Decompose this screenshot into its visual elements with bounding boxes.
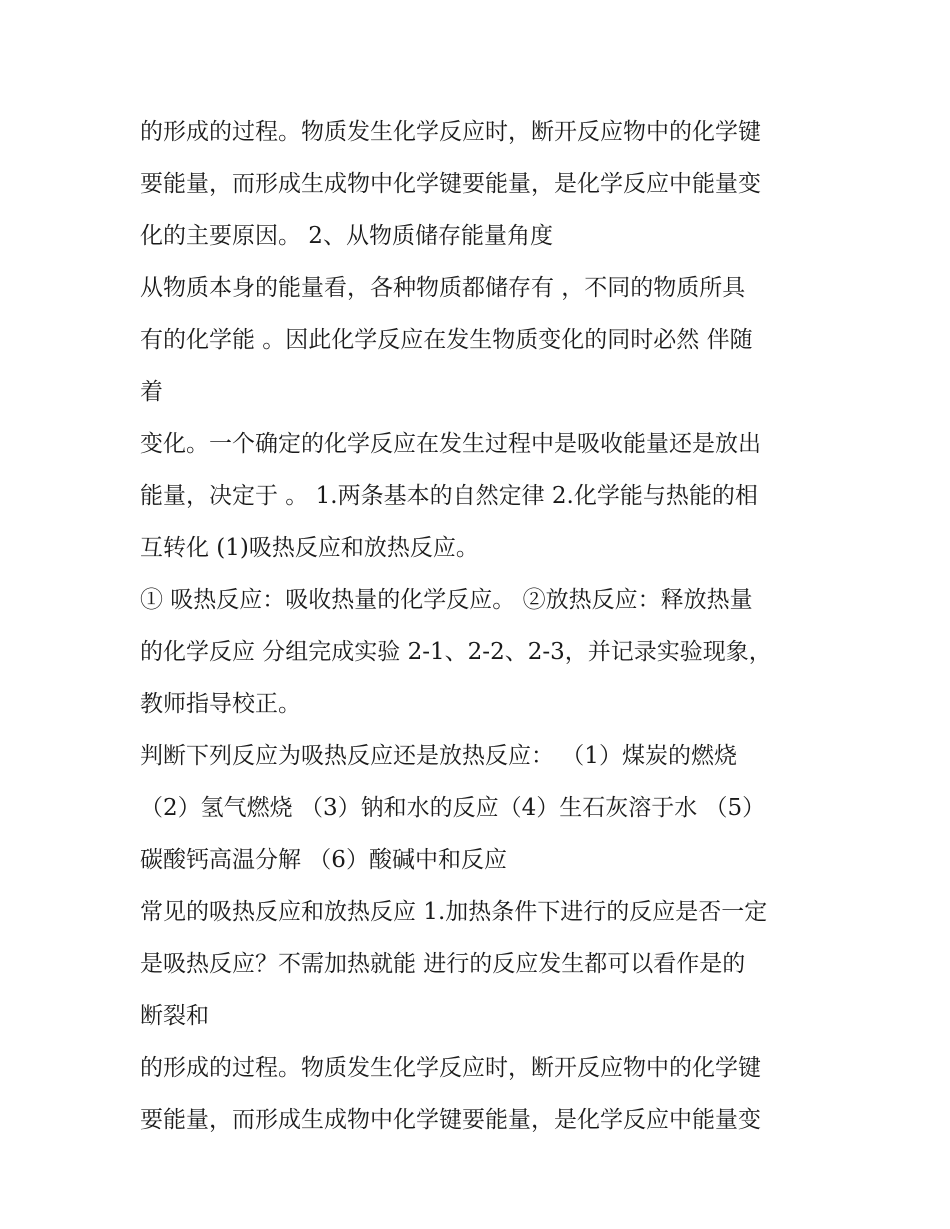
- text-line: 是吸热反应？不需加热就能 进行的反应发生都可以看作是的: [140, 951, 746, 977]
- text-line: 断裂和: [140, 1003, 209, 1029]
- text-line: （2）氢气燃烧 （3）钠和水的反应（4）生石灰溶于水 （5）: [140, 795, 766, 821]
- text-line: 能量，决定于 。 1.两条基本的自然定律 2.化学能与热能的相: [140, 483, 758, 509]
- text-line: 从物质本身的能量看，各种物质都储存有 ，不同的物质所具: [140, 275, 746, 301]
- text-line: 的形成的过程。物质发生化学反应时，断开反应物中的化学键: [140, 119, 761, 145]
- text-line: 的化学反应 分组完成实验 2-1、2-2、2-3，并记录实验现象，: [140, 639, 772, 665]
- text-line: 有的化学能 。因此化学反应在发生物质变化的同时必然 伴随: [140, 327, 753, 353]
- text-line: 判断下列反应为吸热反应还是放热反应： （1）煤炭的燃烧: [140, 743, 737, 769]
- text-line: 碳酸钙高温分解 （6）酸碱中和反应: [140, 847, 507, 873]
- text-line: 变化。一个确定的化学反应在发生过程中是吸收能量还是放出: [140, 431, 761, 457]
- text-line: 的形成的过程。物质发生化学反应时，断开反应物中的化学键: [140, 1055, 761, 1081]
- text-line: 要能量，而形成生成物中化学键要能量，是化学反应中能量变: [140, 1107, 761, 1133]
- text-line: 要能量，而形成生成物中化学键要能量，是化学反应中能量变: [140, 171, 761, 197]
- document-body: [140, 106, 830, 1146]
- text-line: 着: [140, 379, 163, 405]
- text-line: 互转化 (1)吸热反应和放热反应。: [140, 535, 479, 561]
- text-line: ① 吸热反应：吸收热量的化学反应。 ②放热反应：释放热量: [140, 587, 753, 613]
- text-line: 化的主要原因。 2、从物质储存能量角度: [140, 223, 553, 249]
- text-line: 教师指导校正。: [140, 691, 301, 717]
- text-line: 常见的吸热反应和放热反应 1.加热条件下进行的反应是否一定: [140, 899, 768, 925]
